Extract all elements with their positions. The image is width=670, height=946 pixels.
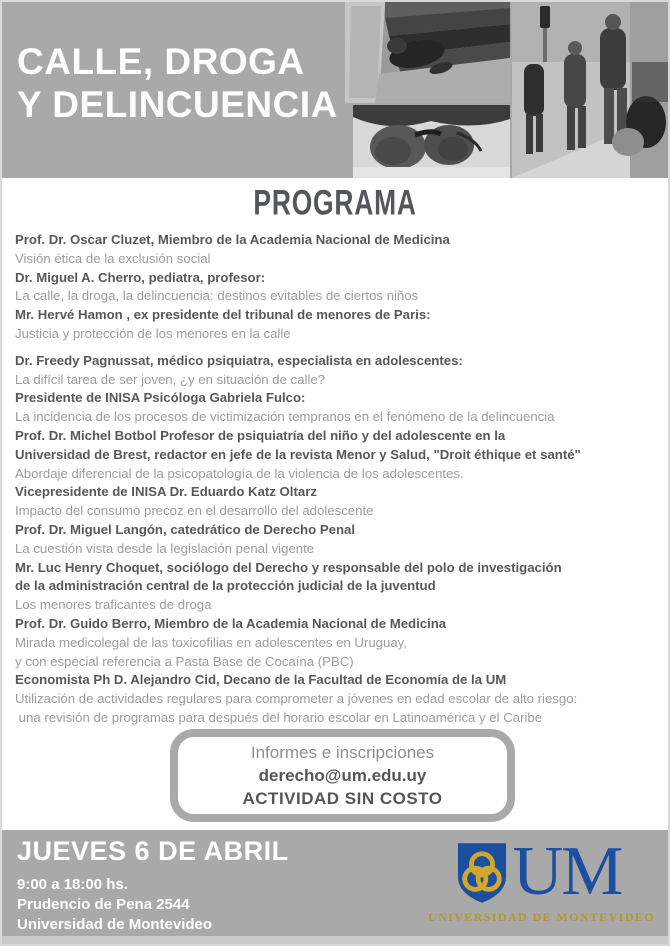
event-date: JUEVES 6 DE ABRIL	[17, 836, 289, 866]
footer-banner	[2, 830, 668, 936]
talk-title: y con especial referencia a Pasta Base de Cocaína (PBC)	[15, 653, 354, 669]
talk-title: Justicia y protección de los menores en la calle	[15, 325, 291, 341]
speaker-name: Prof. Dr. Michel Botbol Profesor de psiquiatría del niño y del adolescente en la	[15, 427, 506, 443]
program-heading	[2, 184, 668, 222]
poster-title-line2: Y DELINCUENCIA	[17, 84, 338, 125]
program-entry	[15, 521, 660, 559]
um-shield-icon	[457, 842, 507, 904]
photo-street-scene-image	[512, 2, 668, 178]
program-entry	[15, 306, 660, 344]
program-entry	[15, 483, 660, 521]
talk-title: La calle, la droga, la delincuencia: destinos evitables de ciertos niños	[15, 288, 419, 304]
program-heading-text: PROGRAMA	[253, 182, 417, 223]
program-entry	[15, 427, 660, 483]
info-box-label: Informes e inscripciones	[250, 743, 435, 762]
bottom-strip	[2, 936, 668, 944]
program-list	[15, 231, 660, 728]
speaker-name: de la administración central de la protección judicial de la juventud	[15, 578, 436, 594]
speaker-name: Prof. Dr. Oscar Cluzet, Miembro de la Academia Nacional de Medicina	[15, 232, 450, 247]
um-logo	[428, 833, 656, 925]
speaker-name: Vicepresidente de INISA Dr. Eduardo Katz Oltarz	[15, 484, 317, 500]
free-activity-note: ACTIVIDAD SIN COSTO	[242, 789, 443, 808]
poster-title	[17, 40, 338, 126]
speaker-name: Prof. Dr. Guido Berro, Miembro de la Academia Nacional de Medicina	[15, 615, 447, 631]
program-entry	[15, 231, 660, 269]
um-logo-acronym: UM	[512, 833, 622, 910]
header-banner	[2, 2, 668, 178]
photo-handcuffed-hands-image	[353, 105, 510, 178]
talk-title: Mirada medicolegal de las toxicofilias en adolescentes en Uruguay,	[15, 634, 407, 650]
event-details	[17, 836, 289, 935]
talk-title: La difícil tarea de ser joven, ¿y en situación de calle?	[15, 371, 326, 387]
speaker-name: Dr. Miguel A. Cherro, pediatra, profesor:	[15, 269, 266, 285]
speaker-name: Mr. Luc Henry Choquet, sociólogo del Derecho y responsable del polo de investigación	[15, 559, 562, 575]
talk-title: una revisión de programas para después del horario escolar en Latinoamérica y el Caribe	[15, 709, 543, 725]
talk-title: Impacto del consumo precoz en el desarrollo del adolescente	[15, 503, 374, 519]
talk-title: La incidencia de los procesos de victimización tempranos en el fenómeno de la delincuencia	[15, 409, 555, 425]
talk-title: Abordaje diferencial de la psicopatología de la violencia de los adolescentes.	[15, 465, 464, 481]
event-address: Prudencio de Pena 2544	[17, 896, 190, 913]
program-entry	[15, 559, 660, 615]
speaker-name: Prof. Dr. Miguel Langón, catedrático de Derecho Penal	[15, 521, 356, 537]
speaker-name: Presidente de INISA Psicóloga Gabriela Fulco:	[15, 390, 306, 406]
program-entry	[15, 615, 660, 671]
info-box	[170, 729, 515, 822]
speaker-name: Mr. Hervé Hamon , ex presidente del tribunal de menores de Paris:	[15, 307, 431, 323]
program-entry	[15, 671, 660, 727]
um-logo-caption: UNIVERSIDAD DE MONTEVIDEO	[428, 910, 656, 924]
event-organization: Universidad de Montevideo	[17, 916, 213, 933]
speaker-name: Universidad de Brest, redactor en jefe de la revista Menor y Salud, "Droit éthique et santé"	[15, 446, 581, 462]
photo-child-sleeping-on-steps-image	[345, 2, 510, 103]
program-entry	[15, 352, 660, 390]
speaker-name: Dr. Freedy Pagnussat, médico psiquiatra, especialista en adolescentes:	[15, 352, 463, 368]
talk-title: La cuestión vista desde la legislación penal vigente	[15, 540, 315, 556]
talk-title: Los menores traficantes de droga	[15, 597, 212, 613]
event-time: 9:00 a 18:00 hs.	[17, 876, 128, 893]
poster-title-line1: CALLE, DROGA	[17, 41, 305, 82]
contact-email: derecho@um.edu.uy	[258, 766, 427, 785]
program-entry	[15, 389, 660, 427]
talk-title: Utilización de actividades regulares para comprometer a jóvenes en edad escolar de alto riesgo:	[15, 691, 578, 707]
program-entry	[15, 269, 660, 307]
speaker-name: Economista Ph D. Alejandro Cid, Decano de la Facultad de Economía de la UM	[15, 672, 507, 688]
talk-title: Visión ética de la exclusión social	[15, 250, 211, 266]
um-logo-row	[428, 833, 650, 910]
